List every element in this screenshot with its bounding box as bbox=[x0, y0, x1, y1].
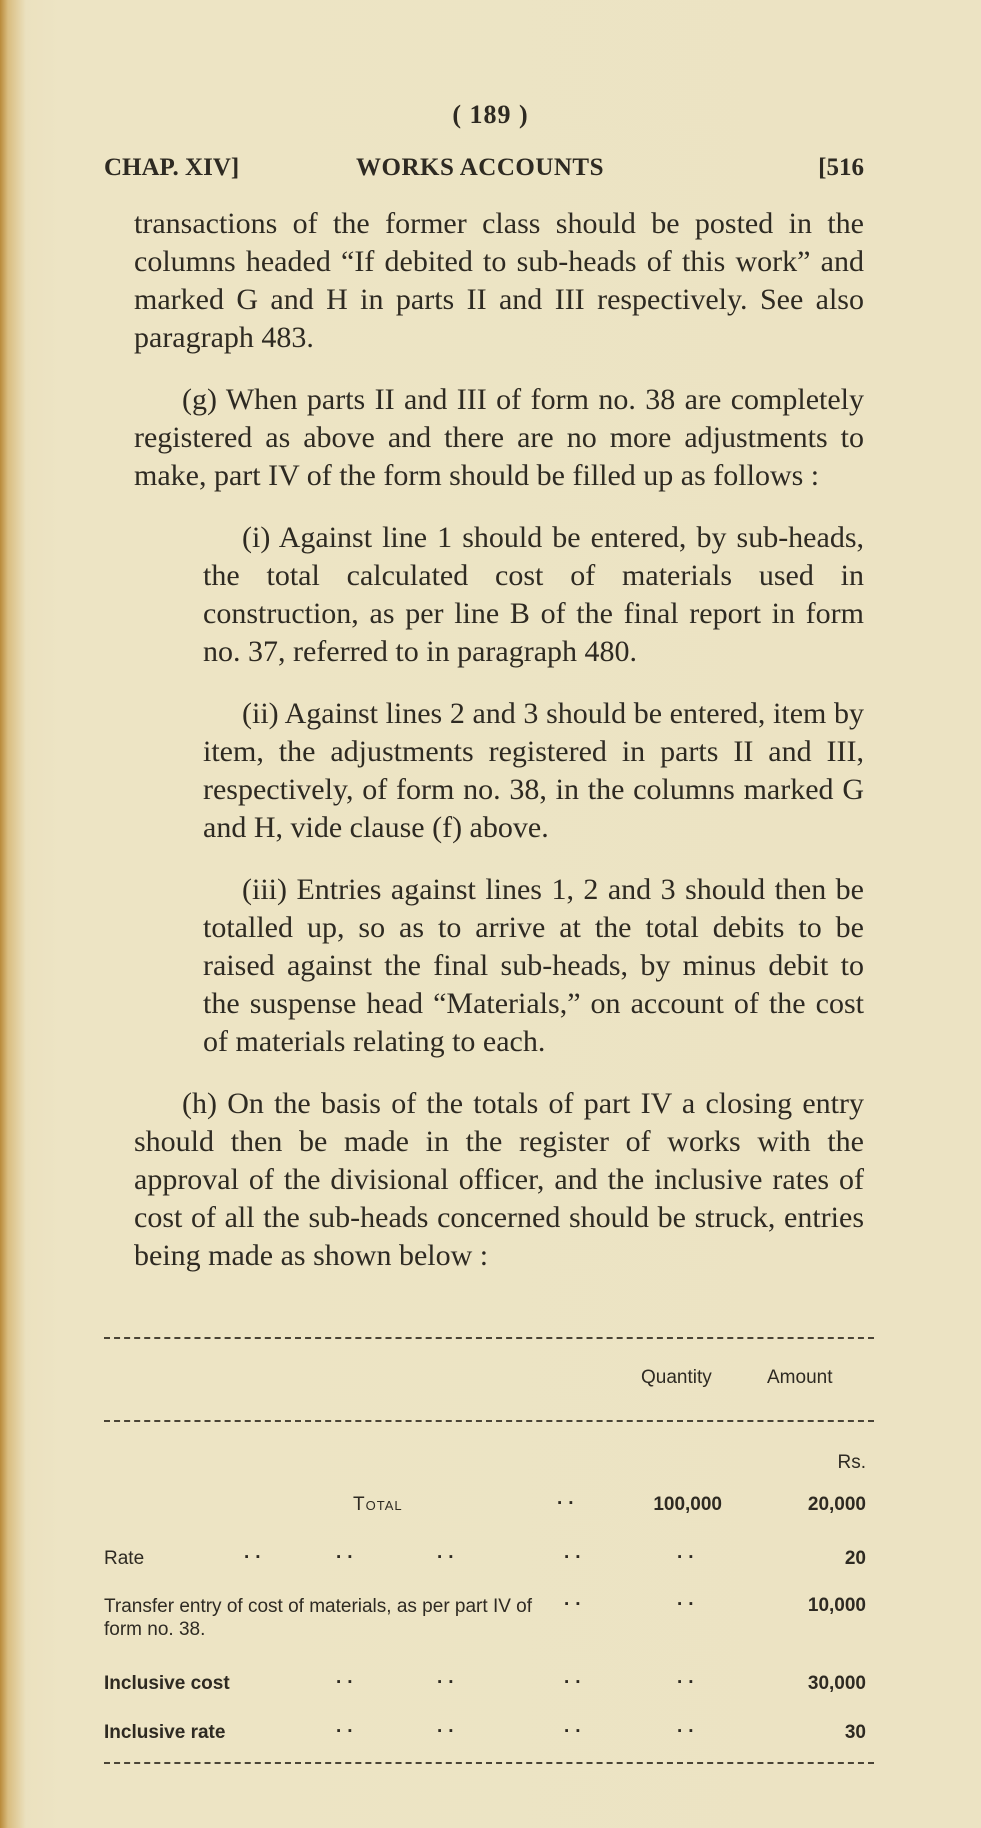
paragraph-h: (h) On the basis of the totals of part IV a closing entry should then be made in the register of works with the approval of the divisional officer, and the inclusive rates of cost of all the sub-heads concerned should be struck, entries being made as shown below : bbox=[134, 1087, 864, 1272]
leader-dots: .. bbox=[677, 1542, 700, 1563]
clause-i: (i) Against line 1 should be entered, by sub-heads, the total calculated cost of materials used in construction, as per line B of the final report in form no. 37, referred to in paragraph 480. bbox=[203, 521, 864, 668]
amount-value: 20 bbox=[844, 1548, 866, 1569]
quantity-column-header: Quantity bbox=[641, 1367, 712, 1388]
leader-dots: .. bbox=[336, 1542, 359, 1563]
leader-dots: .. bbox=[557, 1488, 580, 1509]
table-header-rule bbox=[104, 1420, 874, 1422]
table-top-rule bbox=[104, 1337, 874, 1339]
paragraph-g: (g) When parts II and III of form no. 38 are completely registered as above and there are no more adjustments to make, part IV of the form should be filled up as follows : bbox=[134, 383, 864, 492]
leader-dots: .. bbox=[336, 1716, 359, 1737]
amount-column-header: Amount bbox=[767, 1367, 833, 1388]
leader-dots: .. bbox=[437, 1716, 460, 1737]
row-label: Inclusive cost bbox=[104, 1673, 230, 1694]
leader-dots: .. bbox=[564, 1716, 587, 1737]
paragraph-continuation: transactions of the former class should be posted in the columns headed “If debited to sub-heads of this work” and marked G and H in parts II and III respectively. See also paragraph 483. bbox=[134, 207, 864, 354]
row-label: Total bbox=[353, 1494, 403, 1515]
leader-dots: .. bbox=[437, 1542, 460, 1563]
clause-iii: (iii) Entries against lines 1, 2 and 3 should then be totalled up, so as to arrive at the total debits to be raised against the final sub-heads, by minus debit to the suspense head “Materials,” on account of the cost of materials relating to each. bbox=[203, 873, 864, 1058]
leader-dots: .. bbox=[564, 1542, 587, 1563]
amount-value: 10,000 bbox=[807, 1595, 866, 1616]
leader-dots: .. bbox=[564, 1589, 587, 1610]
leader-dots: .. bbox=[677, 1667, 700, 1688]
leader-dots: .. bbox=[437, 1667, 460, 1688]
paragraph-number: [516 bbox=[818, 154, 864, 181]
quantity-value: 100,000 bbox=[653, 1494, 722, 1515]
leader-dots: .. bbox=[677, 1589, 700, 1610]
row-label: Inclusive rate bbox=[104, 1722, 226, 1743]
leader-dots: .. bbox=[564, 1667, 587, 1688]
row-label: Transfer entry of cost of materials, as per part IV of form no. 38. bbox=[104, 1596, 533, 1640]
section-title: WORKS ACCOUNTS bbox=[356, 154, 605, 181]
chapter-label: CHAP. XIV] bbox=[104, 154, 240, 181]
running-header bbox=[104, 154, 864, 190]
leader-dots: .. bbox=[336, 1667, 359, 1688]
row-label: Rate bbox=[104, 1548, 145, 1569]
page-number: ( 189 ) bbox=[452, 100, 529, 129]
amount-value: 30,000 bbox=[807, 1673, 866, 1694]
amount-value: 30 bbox=[844, 1722, 866, 1743]
leader-dots: .. bbox=[677, 1716, 700, 1737]
body-text bbox=[134, 205, 864, 1299]
currency-label: Rs. bbox=[837, 1452, 866, 1473]
leader-dots: .. bbox=[244, 1542, 267, 1563]
table-bottom-rule bbox=[104, 1762, 874, 1764]
amount-value: 20,000 bbox=[807, 1494, 866, 1515]
clause-ii: (ii) Against lines 2 and 3 should be entered, item by item, the adjustments registered in parts II and III, respectively, of form no. 38, in the columns marked G and H, vide clause (f) above. bbox=[203, 697, 864, 844]
